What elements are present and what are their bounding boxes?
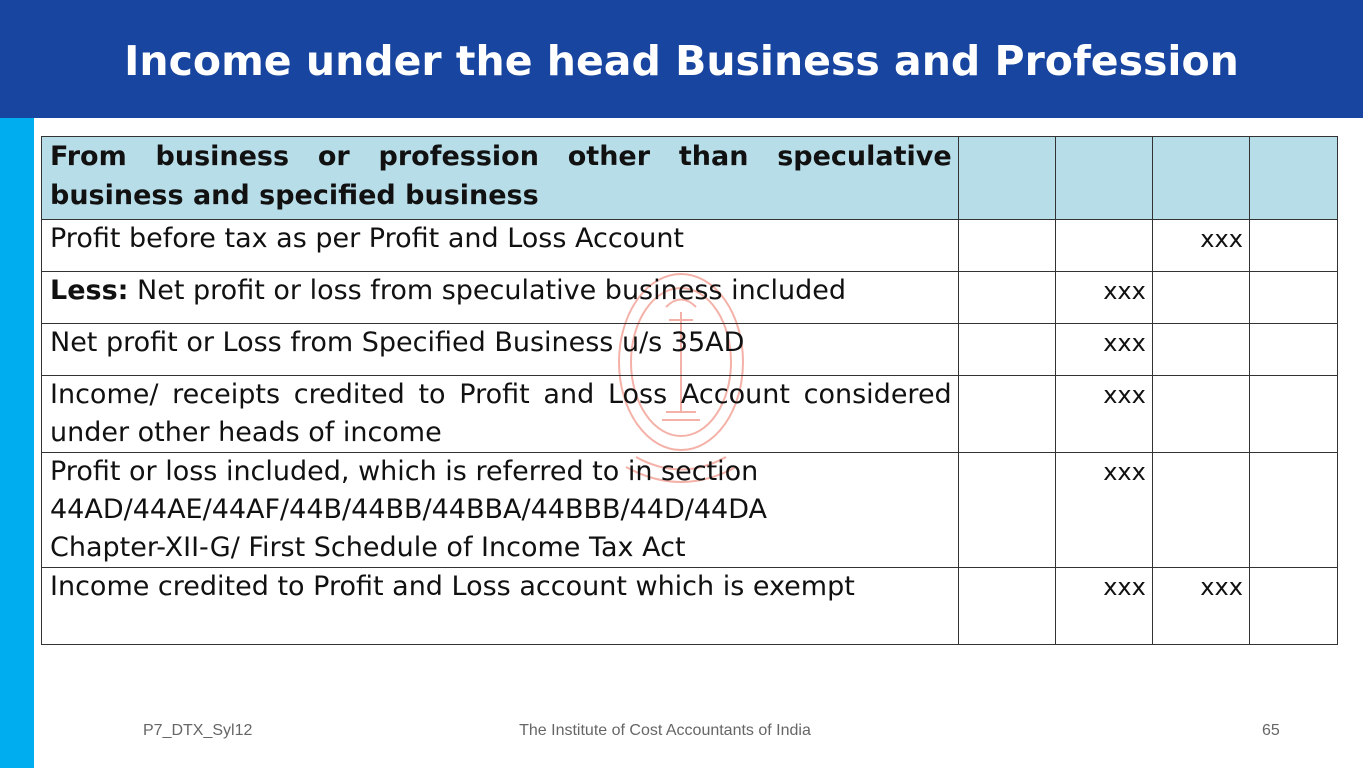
income-computation-table [41,136,1338,645]
header-cell [1055,137,1152,220]
table-row [42,376,1338,453]
row-label-line: Profit or loss included, which is referred to in section [50,456,759,487]
row-label-text: Income/ receipts credited to Profit and Loss Account considered under other heads of income [50,379,952,448]
footer-page-number: 65 [1262,722,1280,739]
table-row [42,272,1338,324]
title-bar [0,0,1363,118]
amount-cell [1055,220,1152,272]
row-label [42,272,959,324]
amount-cell [1249,324,1337,376]
amount-cell [1152,376,1249,453]
footer-course-code: P7_DTX_Syl12 [143,722,253,739]
amount-cell [958,272,1055,324]
table-header-row [42,137,1338,220]
amount-cell [1249,453,1337,568]
footer-institute-name: The Institute of Cost Accountants of India [519,722,811,739]
left-accent-stripe [0,118,34,768]
row-label [42,568,959,645]
amount-cell [958,324,1055,376]
amount-cell [1249,568,1337,645]
row-label [42,324,959,376]
row-label-line: 44AD/44AE/44AF/44B/44BB/44BBA/44BBB/44D/44DA [50,494,768,525]
amount-cell [1152,453,1249,568]
row-label-text: Net profit or loss from speculative business included [128,275,847,306]
amount-cell: xxx [1055,272,1152,324]
amount-cell: xxx [1152,568,1249,645]
amount-cell: xxx [1055,568,1152,645]
row-label-text: Profit before tax as per Profit and Loss Account [50,223,685,254]
amount-cell: xxx [1152,220,1249,272]
header-cell [1152,137,1249,220]
amount-cell: xxx [1055,376,1152,453]
amount-cell [1152,272,1249,324]
table-row [42,568,1338,645]
amount-cell [958,568,1055,645]
amount-cell [1249,220,1337,272]
amount-cell [1249,272,1337,324]
amount-cell [958,220,1055,272]
amount-cell [958,376,1055,453]
header-cell [958,137,1055,220]
amount-cell [1152,324,1249,376]
header-label: From business or profession other than speculative business and specified business [42,137,959,220]
header-cell [1249,137,1337,220]
table-row [42,220,1338,272]
amount-cell [958,453,1055,568]
row-label-text: Net profit or Loss from Specified Business u/s 35AD [50,327,745,358]
amount-cell [1249,376,1337,453]
row-label-text: Income credited to Profit and Loss account which is exempt [50,571,855,602]
slide-title: Income under the head Business and Profession [124,37,1239,85]
table-row [42,324,1338,376]
row-label [42,376,959,453]
row-label [42,220,959,272]
amount-cell: xxx [1055,453,1152,568]
amount-cell: xxx [1055,324,1152,376]
row-label-line: Chapter-XII-G/ First Schedule of Income Tax Act [50,532,686,563]
row-label [42,453,959,568]
table-row [42,453,1338,568]
less-prefix: Less: [50,275,129,306]
